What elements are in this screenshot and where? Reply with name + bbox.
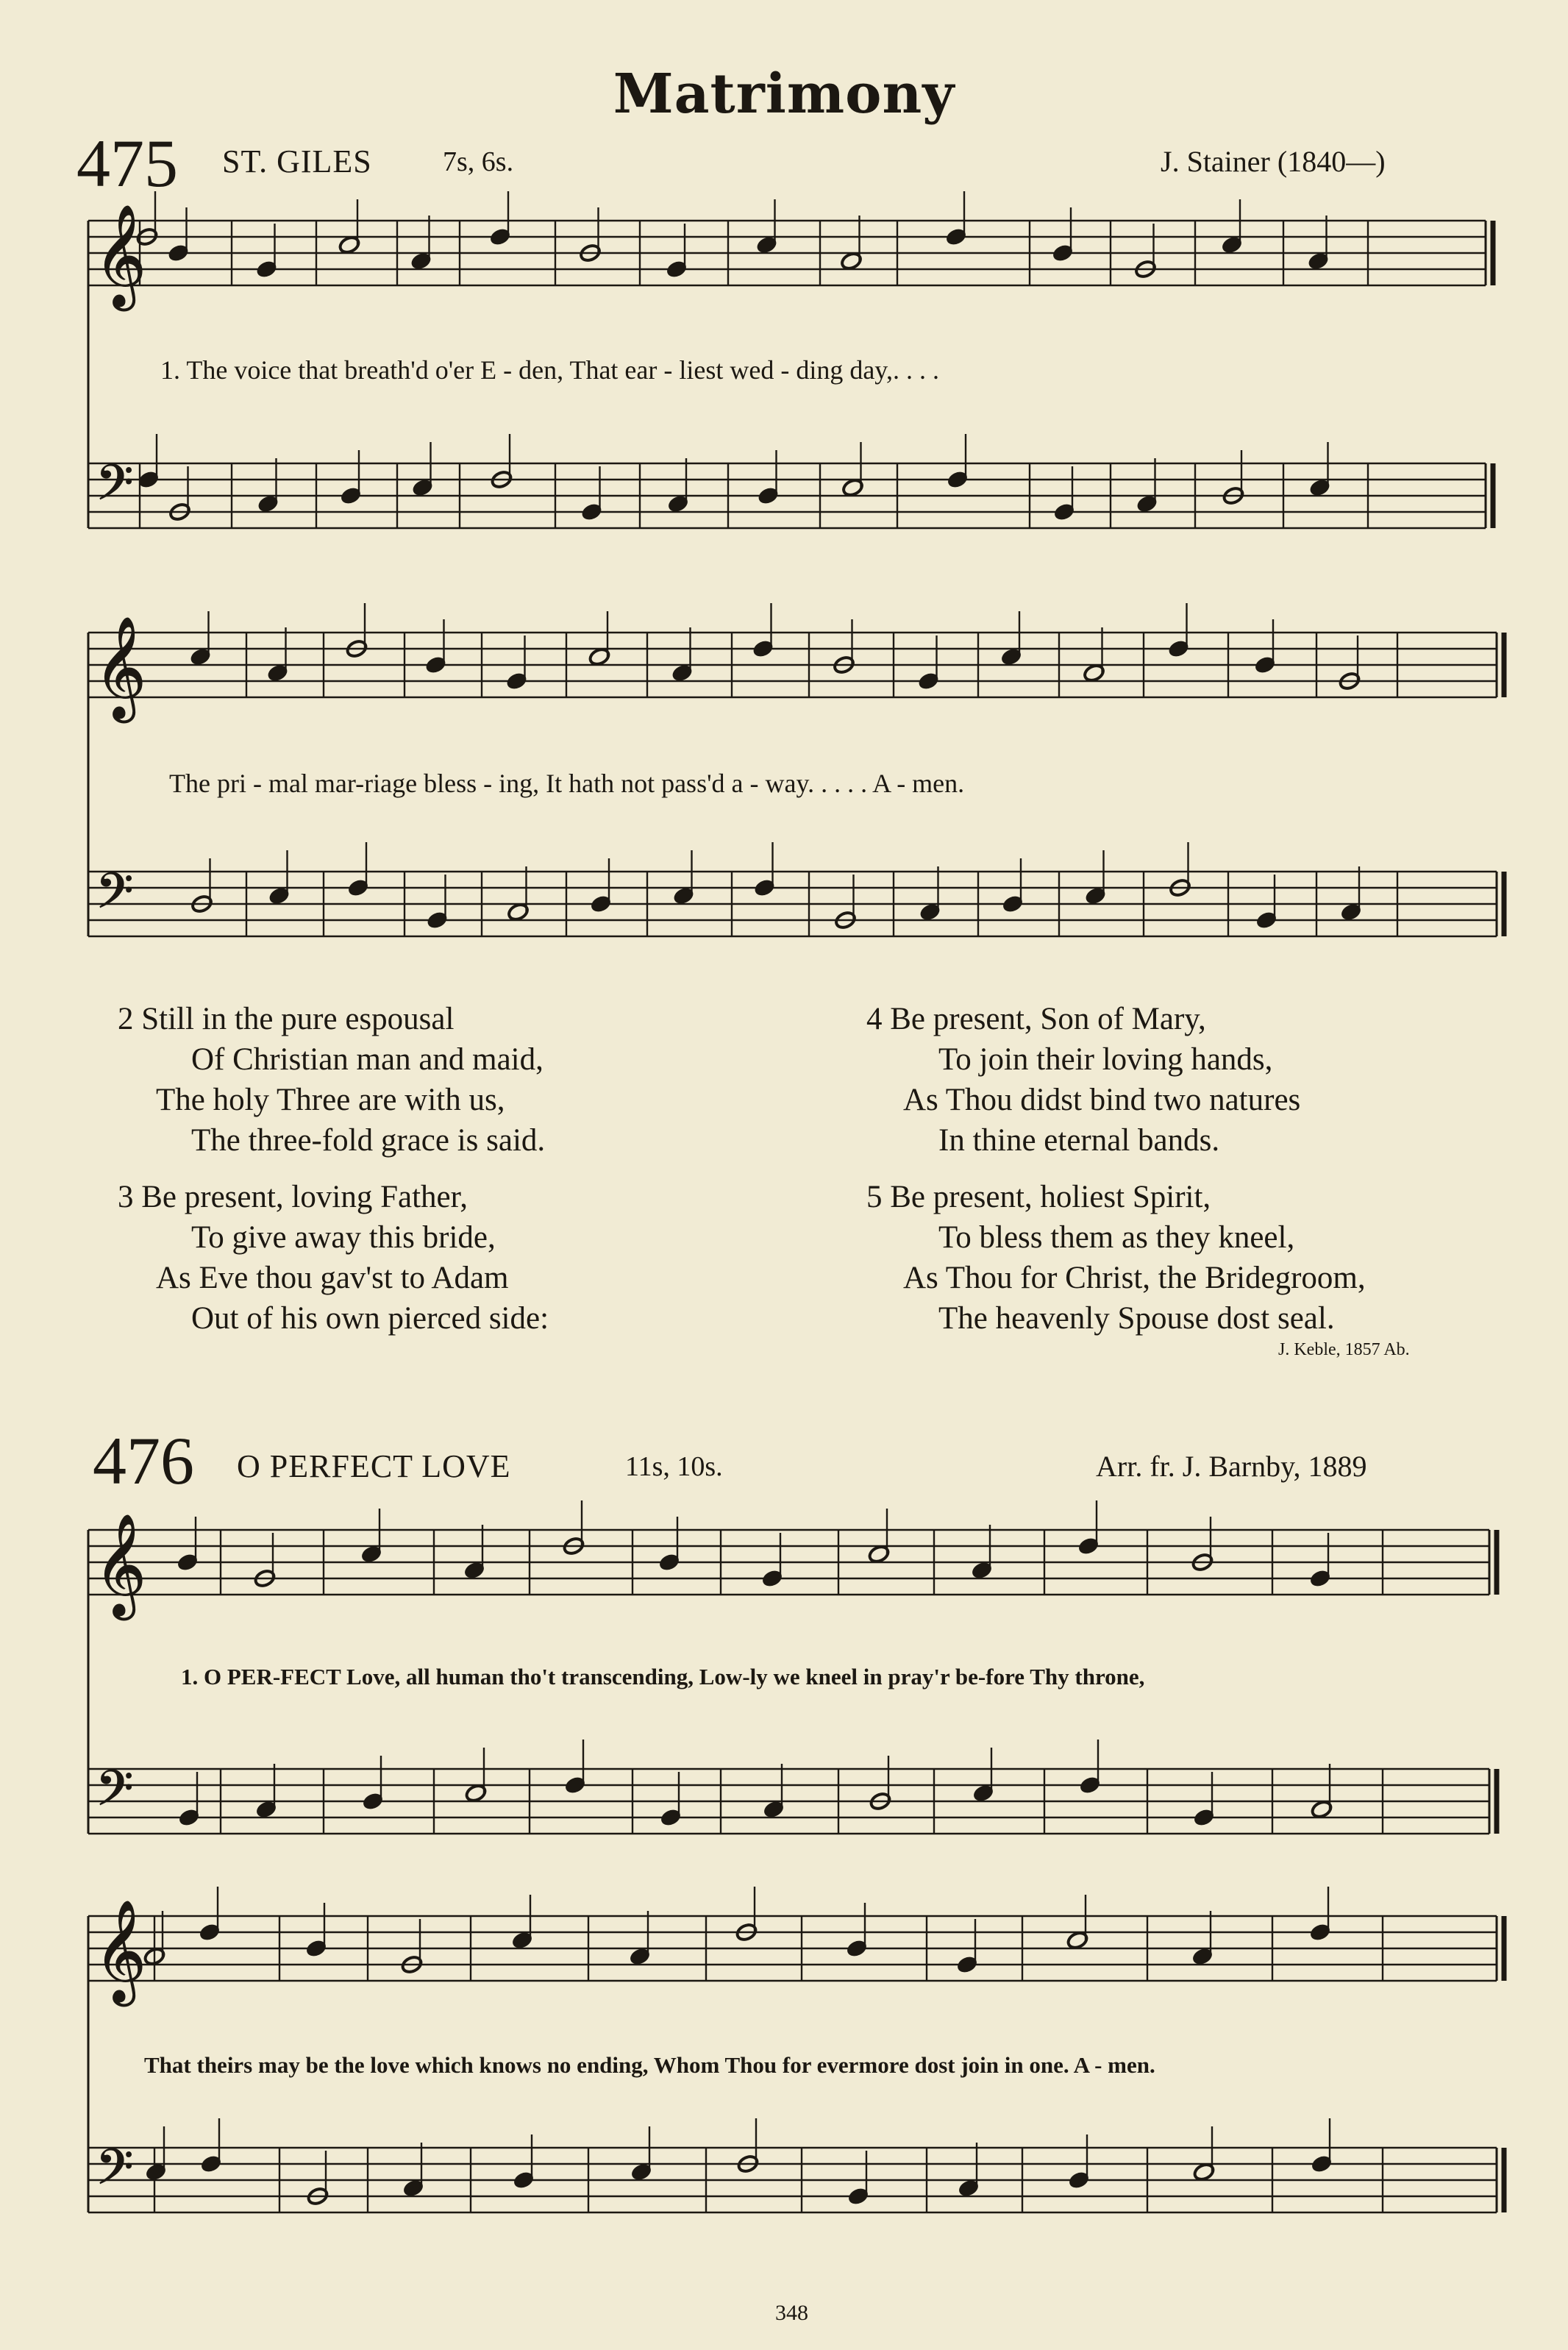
- stanza-line: Be present, holiest Spirit,: [890, 1180, 1211, 1214]
- stanza-line: Out of his own pierced side:: [191, 1301, 549, 1336]
- svg-text:𝄞: 𝄞: [94, 1514, 146, 1616]
- stanza-number: 5: [866, 1180, 883, 1214]
- stanza-line: Of Christian man and maid,: [191, 1042, 544, 1077]
- stanza-5: [866, 1177, 1366, 1339]
- svg-text:𝄢: 𝄢: [96, 1760, 134, 1829]
- stanza-line: As Eve thou gav'st to Adam: [156, 1261, 509, 1295]
- stanza-line: The heavenly Spouse dost seal.: [938, 1301, 1335, 1336]
- stanza-line: Be present, loving Father,: [141, 1180, 468, 1214]
- stanza-2: [118, 999, 545, 1161]
- stanza-number: 3: [118, 1180, 134, 1214]
- page-title: Matrimony: [613, 63, 955, 126]
- svg-text:𝄢: 𝄢: [96, 2139, 134, 2207]
- stanza-3: [118, 1177, 549, 1339]
- stanza-line: To join their loving hands,: [938, 1042, 1273, 1077]
- stanza-line: Still in the pure espousal: [141, 1002, 455, 1036]
- svg-text:𝄞: 𝄞: [94, 1900, 146, 2002]
- lyrics-476-line-1: 1. O PER-FECT Love, all human tho't transcending, Low-ly we kneel in pray'r be-fore Thy throne,: [181, 1664, 1145, 1689]
- stanza-line: Be present, Son of Mary,: [890, 1002, 1206, 1036]
- lyrics-475-line-1: 1. The voice that breath'd o'er E - den, That ear - liest wed - ding day,. . . .: [160, 355, 939, 385]
- svg-text:𝄞: 𝄞: [94, 204, 146, 307]
- stanza-line: The holy Three are with us,: [156, 1083, 505, 1117]
- attribution-475: J. Keble, 1857 Ab.: [1278, 1340, 1410, 1359]
- stanza-4: [866, 999, 1300, 1161]
- meter-476: 11s, 10s.: [625, 1451, 723, 1482]
- svg-text:𝄞: 𝄞: [94, 616, 146, 719]
- hymn-number-476: 476: [93, 1423, 194, 1498]
- stanza-line: As Thou for Christ, the Bridegroom,: [903, 1261, 1366, 1295]
- lyrics-476-line-2: That theirs may be the love which knows no ending, Whom Thou for evermore dost join in one. A - men.: [144, 2052, 1155, 2078]
- stanza-line: As Thou didst bind two natures: [903, 1083, 1301, 1117]
- stanza-line: The three-fold grace is said.: [191, 1123, 546, 1158]
- svg-text:𝄢: 𝄢: [96, 863, 134, 931]
- hymn-number-475: 475: [76, 126, 178, 201]
- lyrics-475-line-2: The pri - mal mar-riage bless - ing, It hath not pass'd a - way. . . . . A - men.: [169, 769, 965, 798]
- stanza-number: 4: [866, 1002, 883, 1036]
- tune-name-476: O PERFECT LOVE: [237, 1448, 511, 1484]
- stanza-line: To give away this bride,: [191, 1220, 496, 1255]
- stanza-number: 2: [118, 1002, 134, 1036]
- composer-476: Arr. fr. J. Barnby, 1889: [1096, 1450, 1367, 1483]
- stanza-line: In thine eternal bands.: [938, 1123, 1220, 1158]
- page-number: 348: [775, 2301, 808, 2325]
- meter-475: 7s, 6s.: [443, 146, 514, 177]
- tune-name-475: ST. GILES: [222, 143, 372, 179]
- svg-text:𝄢: 𝄢: [96, 455, 134, 523]
- composer-475: J. Stainer (1840—): [1161, 145, 1386, 178]
- stanza-line: To bless them as they kneel,: [938, 1220, 1295, 1255]
